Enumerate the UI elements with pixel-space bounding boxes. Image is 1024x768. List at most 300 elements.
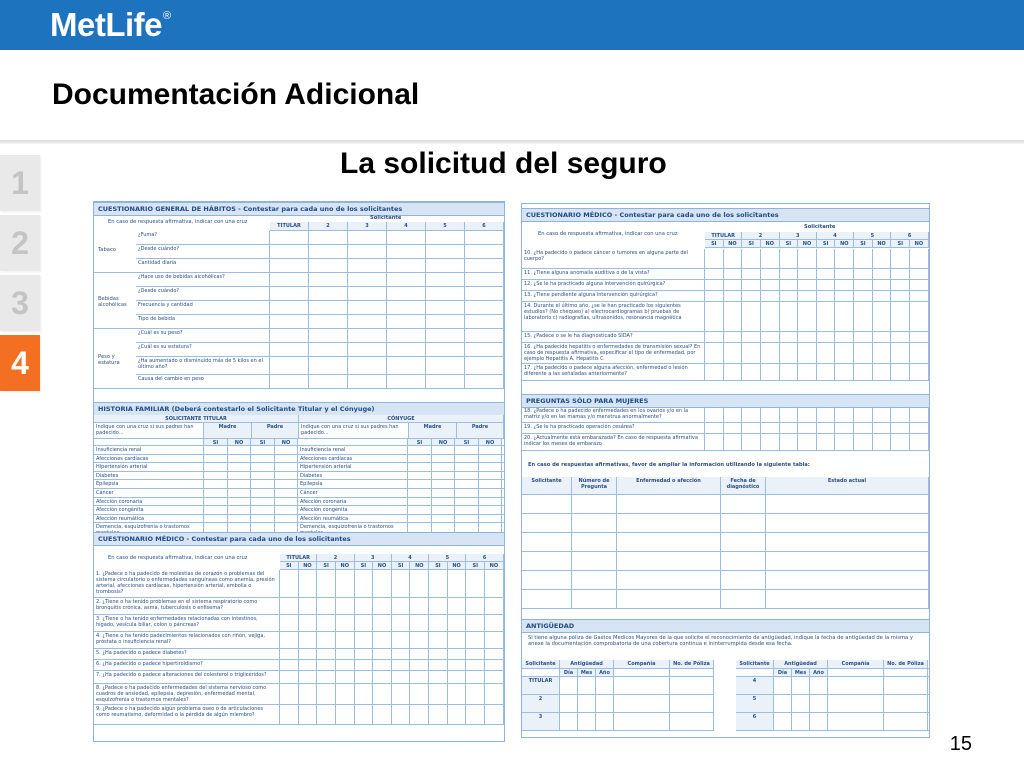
answer-cell[interactable] [392, 598, 411, 614]
answer-cell[interactable] [705, 280, 724, 290]
answer-cell[interactable] [798, 423, 817, 433]
answer-cell[interactable] [228, 480, 251, 488]
answer-cell[interactable] [336, 570, 355, 597]
answer-cell[interactable] [429, 660, 448, 670]
answer-cell[interactable] [572, 514, 617, 532]
answer-cell[interactable] [455, 463, 479, 471]
answer-cell[interactable] [270, 357, 309, 374]
answer-cell[interactable] [466, 671, 485, 683]
answer-cell[interactable] [455, 506, 479, 514]
answer-cell[interactable] [408, 506, 432, 514]
answer-cell[interactable] [792, 695, 810, 712]
answer-cell[interactable] [721, 514, 766, 532]
answer-cell[interactable] [373, 660, 392, 670]
answer-cell[interactable] [448, 660, 467, 670]
answer-cell[interactable] [873, 291, 892, 301]
answer-cell[interactable] [854, 407, 873, 422]
answer-cell[interactable] [408, 455, 432, 463]
answer-cell[interactable] [336, 615, 355, 631]
answer-cell[interactable] [466, 570, 485, 597]
answer-cell[interactable] [465, 329, 504, 342]
answer-cell[interactable] [426, 329, 465, 342]
answer-cell[interactable] [798, 269, 817, 279]
answer-cell[interactable] [348, 375, 387, 388]
answer-cell[interactable] [572, 571, 617, 589]
answer-cell[interactable] [448, 570, 467, 597]
answer-cell[interactable] [742, 332, 761, 342]
answer-cell[interactable] [280, 632, 299, 648]
answer-cell[interactable] [742, 434, 761, 450]
answer-cell[interactable] [309, 315, 348, 328]
answer-cell[interactable] [479, 446, 502, 454]
answer-cell[interactable] [873, 280, 892, 290]
answer-cell[interactable] [761, 280, 780, 290]
answer-cell[interactable] [299, 649, 318, 659]
answer-cell[interactable] [798, 364, 817, 380]
answer-cell[interactable] [275, 515, 298, 523]
answer-cell[interactable] [721, 533, 766, 551]
answer-cell[interactable] [522, 533, 572, 551]
answer-cell[interactable] [766, 514, 929, 532]
answer-cell[interactable] [432, 515, 455, 523]
answer-cell[interactable] [891, 332, 910, 342]
answer-cell[interactable] [910, 423, 929, 433]
answer-cell[interactable] [410, 671, 429, 683]
answer-cell[interactable] [429, 632, 448, 648]
answer-cell[interactable] [280, 649, 299, 659]
answer-cell[interactable] [299, 615, 318, 631]
answer-cell[interactable] [614, 677, 670, 694]
answer-cell[interactable] [429, 649, 448, 659]
answer-cell[interactable] [884, 713, 928, 730]
answer-cell[interactable] [373, 684, 392, 704]
answer-cell[interactable] [479, 506, 502, 514]
answer-cell[interactable] [275, 446, 298, 454]
answer-cell[interactable] [270, 329, 309, 342]
answer-cell[interactable] [854, 332, 873, 342]
answer-cell[interactable] [355, 671, 374, 683]
answer-cell[interactable] [724, 343, 743, 363]
answer-cell[interactable] [410, 615, 429, 631]
answer-cell[interactable] [204, 480, 228, 488]
answer-cell[interactable] [336, 660, 355, 670]
answer-cell[interactable] [766, 571, 929, 589]
answer-cell[interactable] [410, 632, 429, 648]
answer-cell[interactable] [251, 498, 275, 506]
answer-cell[interactable] [355, 570, 374, 597]
answer-cell[interactable] [705, 407, 724, 422]
answer-cell[interactable] [766, 495, 929, 513]
answer-cell[interactable] [309, 375, 348, 388]
answer-cell[interactable] [485, 649, 504, 659]
answer-cell[interactable] [392, 671, 411, 683]
answer-cell[interactable] [299, 598, 318, 614]
answer-cell[interactable] [479, 463, 502, 471]
answer-cell[interactable] [810, 677, 828, 694]
answer-cell[interactable] [426, 343, 465, 356]
answer-cell[interactable] [317, 615, 336, 631]
answer-cell[interactable] [336, 684, 355, 704]
answer-cell[interactable] [485, 598, 504, 614]
answer-cell[interactable] [835, 364, 854, 380]
answer-cell[interactable] [309, 301, 348, 314]
answer-cell[interactable] [336, 671, 355, 683]
answer-cell[interactable] [479, 472, 502, 480]
answer-cell[interactable] [392, 660, 411, 670]
answer-cell[interactable] [448, 598, 467, 614]
answer-cell[interactable] [817, 407, 836, 422]
answer-cell[interactable] [299, 660, 318, 670]
answer-cell[interactable] [891, 434, 910, 450]
answer-cell[interactable] [817, 343, 836, 363]
answer-cell[interactable] [522, 514, 572, 532]
answer-cell[interactable] [721, 495, 766, 513]
answer-cell[interactable] [270, 343, 309, 356]
answer-cell[interactable] [891, 343, 910, 363]
answer-cell[interactable] [455, 515, 479, 523]
answer-cell[interactable] [835, 302, 854, 331]
answer-cell[interactable] [873, 249, 892, 268]
answer-cell[interactable] [910, 249, 929, 268]
answer-cell[interactable] [721, 571, 766, 589]
answer-cell[interactable] [873, 343, 892, 363]
answer-cell[interactable] [891, 407, 910, 422]
answer-cell[interactable] [780, 291, 799, 301]
answer-cell[interactable] [251, 489, 275, 497]
answer-cell[interactable] [348, 259, 387, 272]
answer-cell[interactable] [204, 455, 228, 463]
answer-cell[interactable] [387, 315, 426, 328]
answer-cell[interactable] [348, 245, 387, 258]
answer-cell[interactable] [466, 615, 485, 631]
answer-cell[interactable] [835, 343, 854, 363]
answer-cell[interactable] [251, 515, 275, 523]
answer-cell[interactable] [780, 434, 799, 450]
answer-cell[interactable] [522, 571, 572, 589]
answer-cell[interactable] [387, 357, 426, 374]
answer-cell[interactable] [828, 713, 884, 730]
answer-cell[interactable] [228, 506, 251, 514]
answer-cell[interactable] [828, 677, 884, 694]
answer-cell[interactable] [317, 705, 336, 724]
answer-cell[interactable] [410, 705, 429, 724]
answer-cell[interactable] [835, 249, 854, 268]
answer-cell[interactable] [705, 364, 724, 380]
answer-cell[interactable] [479, 498, 502, 506]
answer-cell[interactable] [910, 343, 929, 363]
answer-cell[interactable] [485, 671, 504, 683]
answer-cell[interactable] [432, 455, 455, 463]
answer-cell[interactable] [724, 249, 743, 268]
answer-cell[interactable] [455, 455, 479, 463]
answer-cell[interactable] [280, 570, 299, 597]
answer-cell[interactable] [817, 332, 836, 342]
answer-cell[interactable] [204, 446, 228, 454]
answer-cell[interactable] [299, 570, 318, 597]
answer-cell[interactable] [724, 302, 743, 331]
answer-cell[interactable] [455, 498, 479, 506]
answer-cell[interactable] [522, 590, 572, 608]
answer-cell[interactable] [854, 434, 873, 450]
answer-cell[interactable] [455, 480, 479, 488]
answer-cell[interactable] [891, 302, 910, 331]
answer-cell[interactable] [810, 695, 828, 712]
answer-cell[interactable] [275, 472, 298, 480]
answer-cell[interactable] [317, 632, 336, 648]
answer-cell[interactable] [560, 695, 578, 712]
answer-cell[interactable] [721, 590, 766, 608]
answer-cell[interactable] [761, 302, 780, 331]
answer-cell[interactable] [373, 598, 392, 614]
answer-cell[interactable] [614, 695, 670, 712]
answer-cell[interactable] [835, 280, 854, 290]
answer-cell[interactable] [228, 446, 251, 454]
answer-cell[interactable] [275, 498, 298, 506]
answer-cell[interactable] [854, 269, 873, 279]
answer-cell[interactable] [408, 480, 432, 488]
answer-cell[interactable] [392, 632, 411, 648]
answer-cell[interactable] [817, 423, 836, 433]
answer-cell[interactable] [572, 552, 617, 570]
answer-cell[interactable] [798, 332, 817, 342]
answer-cell[interactable] [670, 713, 714, 730]
answer-cell[interactable] [270, 315, 309, 328]
answer-cell[interactable] [251, 463, 275, 471]
answer-cell[interactable] [742, 423, 761, 433]
answer-cell[interactable] [485, 615, 504, 631]
answer-cell[interactable] [854, 280, 873, 290]
answer-cell[interactable] [432, 489, 455, 497]
answer-cell[interactable] [798, 302, 817, 331]
answer-cell[interactable] [854, 302, 873, 331]
answer-cell[interactable] [280, 598, 299, 614]
answer-cell[interactable] [817, 302, 836, 331]
answer-cell[interactable] [309, 357, 348, 374]
answer-cell[interactable] [228, 489, 251, 497]
answer-cell[interactable] [761, 269, 780, 279]
answer-cell[interactable] [742, 407, 761, 422]
answer-cell[interactable] [251, 455, 275, 463]
answer-cell[interactable] [761, 407, 780, 422]
answer-cell[interactable] [336, 649, 355, 659]
answer-cell[interactable] [348, 273, 387, 286]
answer-cell[interactable] [891, 269, 910, 279]
answer-cell[interactable] [455, 472, 479, 480]
answer-cell[interactable] [891, 291, 910, 301]
answer-cell[interactable] [204, 498, 228, 506]
answer-cell[interactable] [387, 273, 426, 286]
answer-cell[interactable] [426, 357, 465, 374]
answer-cell[interactable] [299, 684, 318, 704]
answer-cell[interactable] [410, 660, 429, 670]
answer-cell[interactable] [780, 280, 799, 290]
answer-cell[interactable] [270, 245, 309, 258]
answer-cell[interactable] [705, 249, 724, 268]
answer-cell[interactable] [228, 455, 251, 463]
answer-cell[interactable] [522, 552, 572, 570]
answer-cell[interactable] [572, 495, 617, 513]
answer-cell[interactable] [873, 332, 892, 342]
answer-cell[interactable] [742, 291, 761, 301]
answer-cell[interactable] [275, 506, 298, 514]
answer-cell[interactable] [724, 332, 743, 342]
answer-cell[interactable] [465, 315, 504, 328]
answer-cell[interactable] [387, 301, 426, 314]
answer-cell[interactable] [617, 571, 721, 589]
answer-cell[interactable] [355, 684, 374, 704]
answer-cell[interactable] [408, 498, 432, 506]
answer-cell[interactable] [455, 489, 479, 497]
answer-cell[interactable] [479, 515, 502, 523]
answer-cell[interactable] [299, 671, 318, 683]
answer-cell[interactable] [798, 291, 817, 301]
answer-cell[interactable] [761, 332, 780, 342]
answer-cell[interactable] [854, 249, 873, 268]
answer-cell[interactable] [724, 269, 743, 279]
answer-cell[interactable] [465, 287, 504, 300]
answer-cell[interactable] [309, 343, 348, 356]
answer-cell[interactable] [429, 570, 448, 597]
answer-cell[interactable] [761, 249, 780, 268]
answer-cell[interactable] [408, 446, 432, 454]
answer-cell[interactable] [817, 364, 836, 380]
answer-cell[interactable] [280, 671, 299, 683]
answer-cell[interactable] [798, 280, 817, 290]
answer-cell[interactable] [410, 570, 429, 597]
answer-cell[interactable] [336, 705, 355, 724]
answer-cell[interactable] [560, 713, 578, 730]
answer-cell[interactable] [835, 291, 854, 301]
answer-cell[interactable] [251, 446, 275, 454]
answer-cell[interactable] [426, 301, 465, 314]
answer-cell[interactable] [309, 273, 348, 286]
answer-cell[interactable] [270, 301, 309, 314]
answer-cell[interactable] [774, 695, 792, 712]
answer-cell[interactable] [204, 472, 228, 480]
answer-cell[interactable] [387, 259, 426, 272]
answer-cell[interactable] [275, 455, 298, 463]
answer-cell[interactable] [891, 280, 910, 290]
answer-cell[interactable] [426, 375, 465, 388]
answer-cell[interactable] [251, 472, 275, 480]
answer-cell[interactable] [275, 489, 298, 497]
answer-cell[interactable] [742, 249, 761, 268]
answer-cell[interactable] [761, 364, 780, 380]
answer-cell[interactable] [466, 598, 485, 614]
answer-cell[interactable] [429, 671, 448, 683]
answer-cell[interactable] [705, 423, 724, 433]
answer-cell[interactable] [465, 357, 504, 374]
answer-cell[interactable] [426, 273, 465, 286]
answer-cell[interactable] [578, 677, 596, 694]
answer-cell[interactable] [910, 269, 929, 279]
answer-cell[interactable] [448, 684, 467, 704]
answer-cell[interactable] [373, 615, 392, 631]
answer-cell[interactable] [317, 649, 336, 659]
answer-cell[interactable] [798, 249, 817, 268]
answer-cell[interactable] [355, 660, 374, 670]
answer-cell[interactable] [204, 463, 228, 471]
answer-cell[interactable] [280, 660, 299, 670]
answer-cell[interactable] [835, 434, 854, 450]
answer-cell[interactable] [426, 315, 465, 328]
answer-cell[interactable] [817, 291, 836, 301]
answer-cell[interactable] [854, 343, 873, 363]
answer-cell[interactable] [854, 364, 873, 380]
answer-cell[interactable] [465, 343, 504, 356]
answer-cell[interactable] [780, 343, 799, 363]
answer-cell[interactable] [426, 231, 465, 244]
answer-cell[interactable] [387, 375, 426, 388]
answer-cell[interactable] [270, 231, 309, 244]
answer-cell[interactable] [251, 480, 275, 488]
answer-cell[interactable] [309, 287, 348, 300]
answer-cell[interactable] [387, 245, 426, 258]
answer-cell[interactable] [309, 259, 348, 272]
answer-cell[interactable] [392, 705, 411, 724]
answer-cell[interactable] [596, 695, 614, 712]
answer-cell[interactable] [873, 434, 892, 450]
answer-cell[interactable] [792, 677, 810, 694]
answer-cell[interactable] [448, 649, 467, 659]
answer-cell[interactable] [705, 269, 724, 279]
step-1[interactable]: 1 [0, 155, 40, 211]
answer-cell[interactable] [854, 291, 873, 301]
answer-cell[interactable] [465, 375, 504, 388]
answer-cell[interactable] [891, 249, 910, 268]
answer-cell[interactable] [348, 287, 387, 300]
answer-cell[interactable] [373, 671, 392, 683]
answer-cell[interactable] [798, 343, 817, 363]
answer-cell[interactable] [766, 590, 929, 608]
answer-cell[interactable] [299, 632, 318, 648]
answer-cell[interactable] [392, 684, 411, 704]
answer-cell[interactable] [373, 649, 392, 659]
answer-cell[interactable] [280, 615, 299, 631]
answer-cell[interactable] [614, 713, 670, 730]
answer-cell[interactable] [742, 269, 761, 279]
answer-cell[interactable] [873, 269, 892, 279]
answer-cell[interactable] [910, 407, 929, 422]
answer-cell[interactable] [348, 343, 387, 356]
answer-cell[interactable] [251, 506, 275, 514]
answer-cell[interactable] [578, 695, 596, 712]
answer-cell[interactable] [465, 245, 504, 258]
answer-cell[interactable] [336, 598, 355, 614]
answer-cell[interactable] [884, 695, 928, 712]
answer-cell[interactable] [617, 590, 721, 608]
answer-cell[interactable] [410, 649, 429, 659]
answer-cell[interactable] [798, 434, 817, 450]
answer-cell[interactable] [596, 713, 614, 730]
answer-cell[interactable] [572, 533, 617, 551]
answer-cell[interactable] [465, 231, 504, 244]
answer-cell[interactable] [387, 329, 426, 342]
answer-cell[interactable] [448, 671, 467, 683]
answer-cell[interactable] [780, 249, 799, 268]
answer-cell[interactable] [387, 343, 426, 356]
answer-cell[interactable] [891, 364, 910, 380]
answer-cell[interactable] [485, 660, 504, 670]
answer-cell[interactable] [432, 463, 455, 471]
answer-cell[interactable] [228, 472, 251, 480]
answer-cell[interactable] [596, 677, 614, 694]
answer-cell[interactable] [387, 231, 426, 244]
answer-cell[interactable] [724, 291, 743, 301]
answer-cell[interactable] [270, 287, 309, 300]
answer-cell[interactable] [817, 249, 836, 268]
answer-cell[interactable] [724, 364, 743, 380]
